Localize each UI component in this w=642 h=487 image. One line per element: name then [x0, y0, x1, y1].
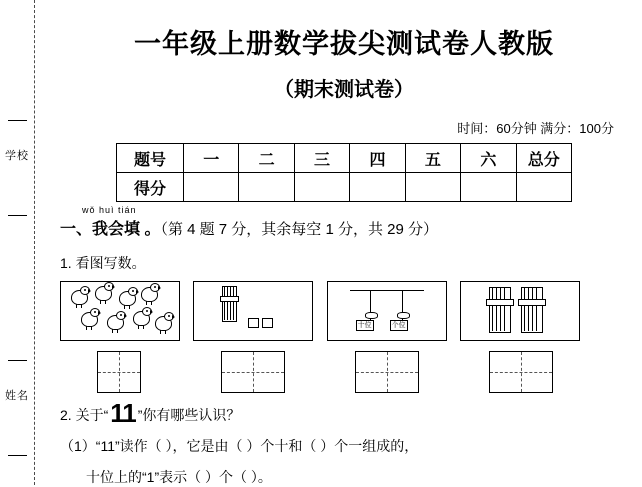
abacus-picture: [327, 281, 447, 341]
question-1-text: 看图写数。: [75, 255, 146, 271]
question-2-text-after: ”你有哪些认识？: [137, 407, 241, 423]
section-pinyin: wǒ huì tián: [82, 205, 137, 215]
answer-cell-2: [194, 351, 312, 393]
question-2-sub-1: （1）“11”读作（ ），它是由（ ）个十和（ ）个一组成的，: [60, 438, 419, 454]
side-label-name-text: 姓名: [5, 390, 29, 402]
chicks-picture: [60, 281, 180, 341]
section-label: 一、我会填 。: [60, 221, 161, 238]
score-cell[interactable]: [405, 173, 460, 202]
stick-bundles-picture: [460, 281, 580, 341]
page-title: 一年级上册数学拔尖测试卷人教版: [134, 29, 554, 59]
question-2: [60, 398, 628, 428]
question-2-sub-2: 十位上的“1”表示（ ）个（ ）。: [86, 469, 272, 485]
abacus-label-ones: 个位: [391, 322, 406, 329]
question-1-number: 1.: [60, 255, 72, 271]
side-divider-mid2: [8, 360, 27, 361]
score-row-label: 得分: [117, 173, 184, 202]
score-cell[interactable]: [461, 173, 516, 202]
score-header-cell: 一: [184, 144, 239, 173]
score-header-cell: 三: [294, 144, 349, 173]
side-label-name: [4, 390, 30, 403]
counting-sticks-picture: [193, 281, 313, 341]
score-header-cell: 二: [239, 144, 294, 173]
question-2-number: 2.: [60, 407, 72, 423]
answer-cell-3: [328, 351, 446, 393]
side-divider-bottom: [8, 455, 27, 456]
answer-box[interactable]: [97, 351, 141, 393]
score-cell[interactable]: [294, 173, 349, 202]
score-header-cell: 五: [405, 144, 460, 173]
answer-box[interactable]: [221, 351, 285, 393]
question-2-number-art: 11: [110, 398, 136, 428]
score-cell[interactable]: [239, 173, 294, 202]
figure-row: [60, 281, 580, 341]
abacus-label-tens: 十位: [357, 322, 372, 329]
answer-cell-1: [60, 351, 178, 393]
score-cell[interactable]: [350, 173, 405, 202]
table-row: [117, 144, 572, 173]
score-header-cell: 题号: [117, 144, 184, 173]
score-table: [116, 143, 572, 202]
score-header-cell: 总分: [516, 144, 571, 173]
score-header-cell: 四: [350, 144, 405, 173]
score-cell[interactable]: [516, 173, 571, 202]
side-divider-top: [8, 120, 27, 121]
table-row: [117, 173, 572, 202]
answer-box[interactable]: [489, 351, 553, 393]
page-content: [60, 0, 628, 487]
answer-box-row: [60, 351, 580, 393]
section-note: （第 4 题 7 分，其余每空 1 分，共 29 分）: [160, 221, 439, 238]
answer-cell-4: [462, 351, 580, 393]
section-heading: [60, 205, 628, 239]
side-label-school: [4, 150, 30, 163]
question-2-text-before: 关于“: [75, 407, 109, 423]
answer-box[interactable]: [355, 351, 419, 393]
cut-line: [34, 0, 35, 485]
score-header-cell: 六: [461, 144, 516, 173]
abacus-frame: [350, 288, 424, 332]
exam-meta: 时间：60分钟 满分：100分: [457, 121, 614, 136]
page-subtitle: （期末测试卷）: [274, 79, 414, 101]
question-1: [60, 253, 628, 273]
side-divider-mid: [8, 215, 27, 216]
score-cell[interactable]: [184, 173, 239, 202]
side-label-school-text: 学校: [5, 150, 29, 162]
